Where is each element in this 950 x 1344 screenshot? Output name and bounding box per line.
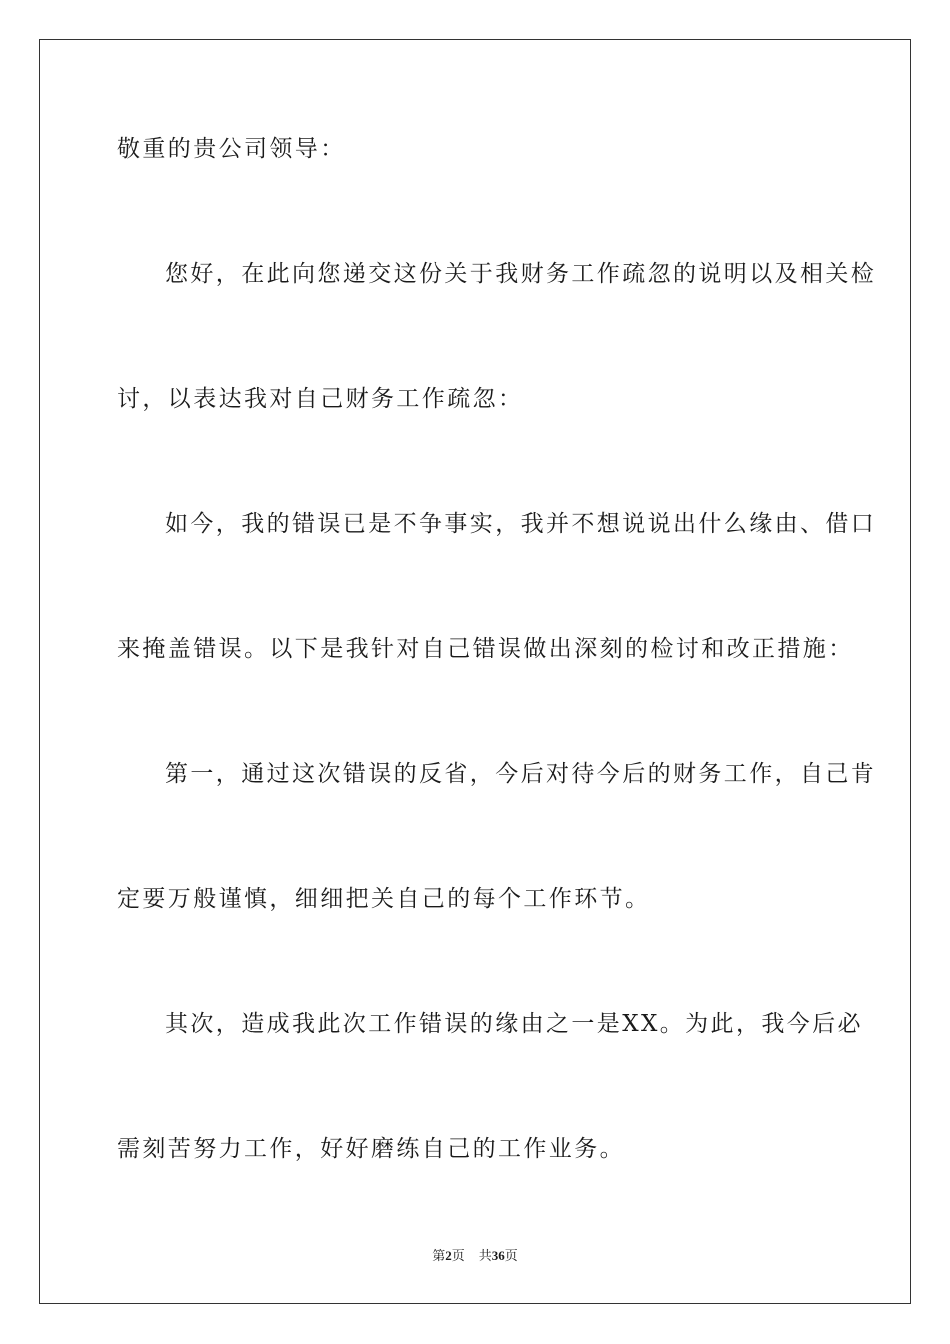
salutation: 敬重的贵公司领导： xyxy=(117,136,346,162)
paragraph-line: 讨，以表达我对自己财务工作疏忽： xyxy=(117,386,524,412)
paragraph-line: 其次，造成我此次工作错误的缘由之一是XX。为此，我今后必 xyxy=(165,1011,863,1037)
total-pages: 36 xyxy=(491,1248,505,1263)
total-prefix: 共 xyxy=(478,1249,492,1264)
page-footer xyxy=(0,1246,950,1267)
paragraph-line: 定要万般谨慎，细细把关自己的每个工作环节。 xyxy=(117,886,651,912)
paragraph-line: 需刻苦努力工作，好好磨练自己的工作业务。 xyxy=(117,1136,625,1162)
paragraph-line: 第一，通过这次错误的反省，今后对待今后的财务工作，自己肯 xyxy=(165,761,877,787)
total-suffix: 页 xyxy=(504,1249,518,1264)
paragraph-line: 如今，我的错误已是不争事实，我并不想说说出什么缘由、借口 xyxy=(165,511,877,537)
page-number: 2 xyxy=(445,1248,452,1263)
paragraph-line: 来掩盖错误。以下是我针对自己错误做出深刻的检讨和改正措施： xyxy=(117,636,854,662)
page-suffix: 页 xyxy=(451,1249,465,1264)
paragraph-line: 您好，在此向您递交这份关于我财务工作疏忽的说明以及相关检 xyxy=(165,261,877,287)
page-border xyxy=(39,39,911,1304)
page-prefix: 第 xyxy=(432,1249,446,1264)
